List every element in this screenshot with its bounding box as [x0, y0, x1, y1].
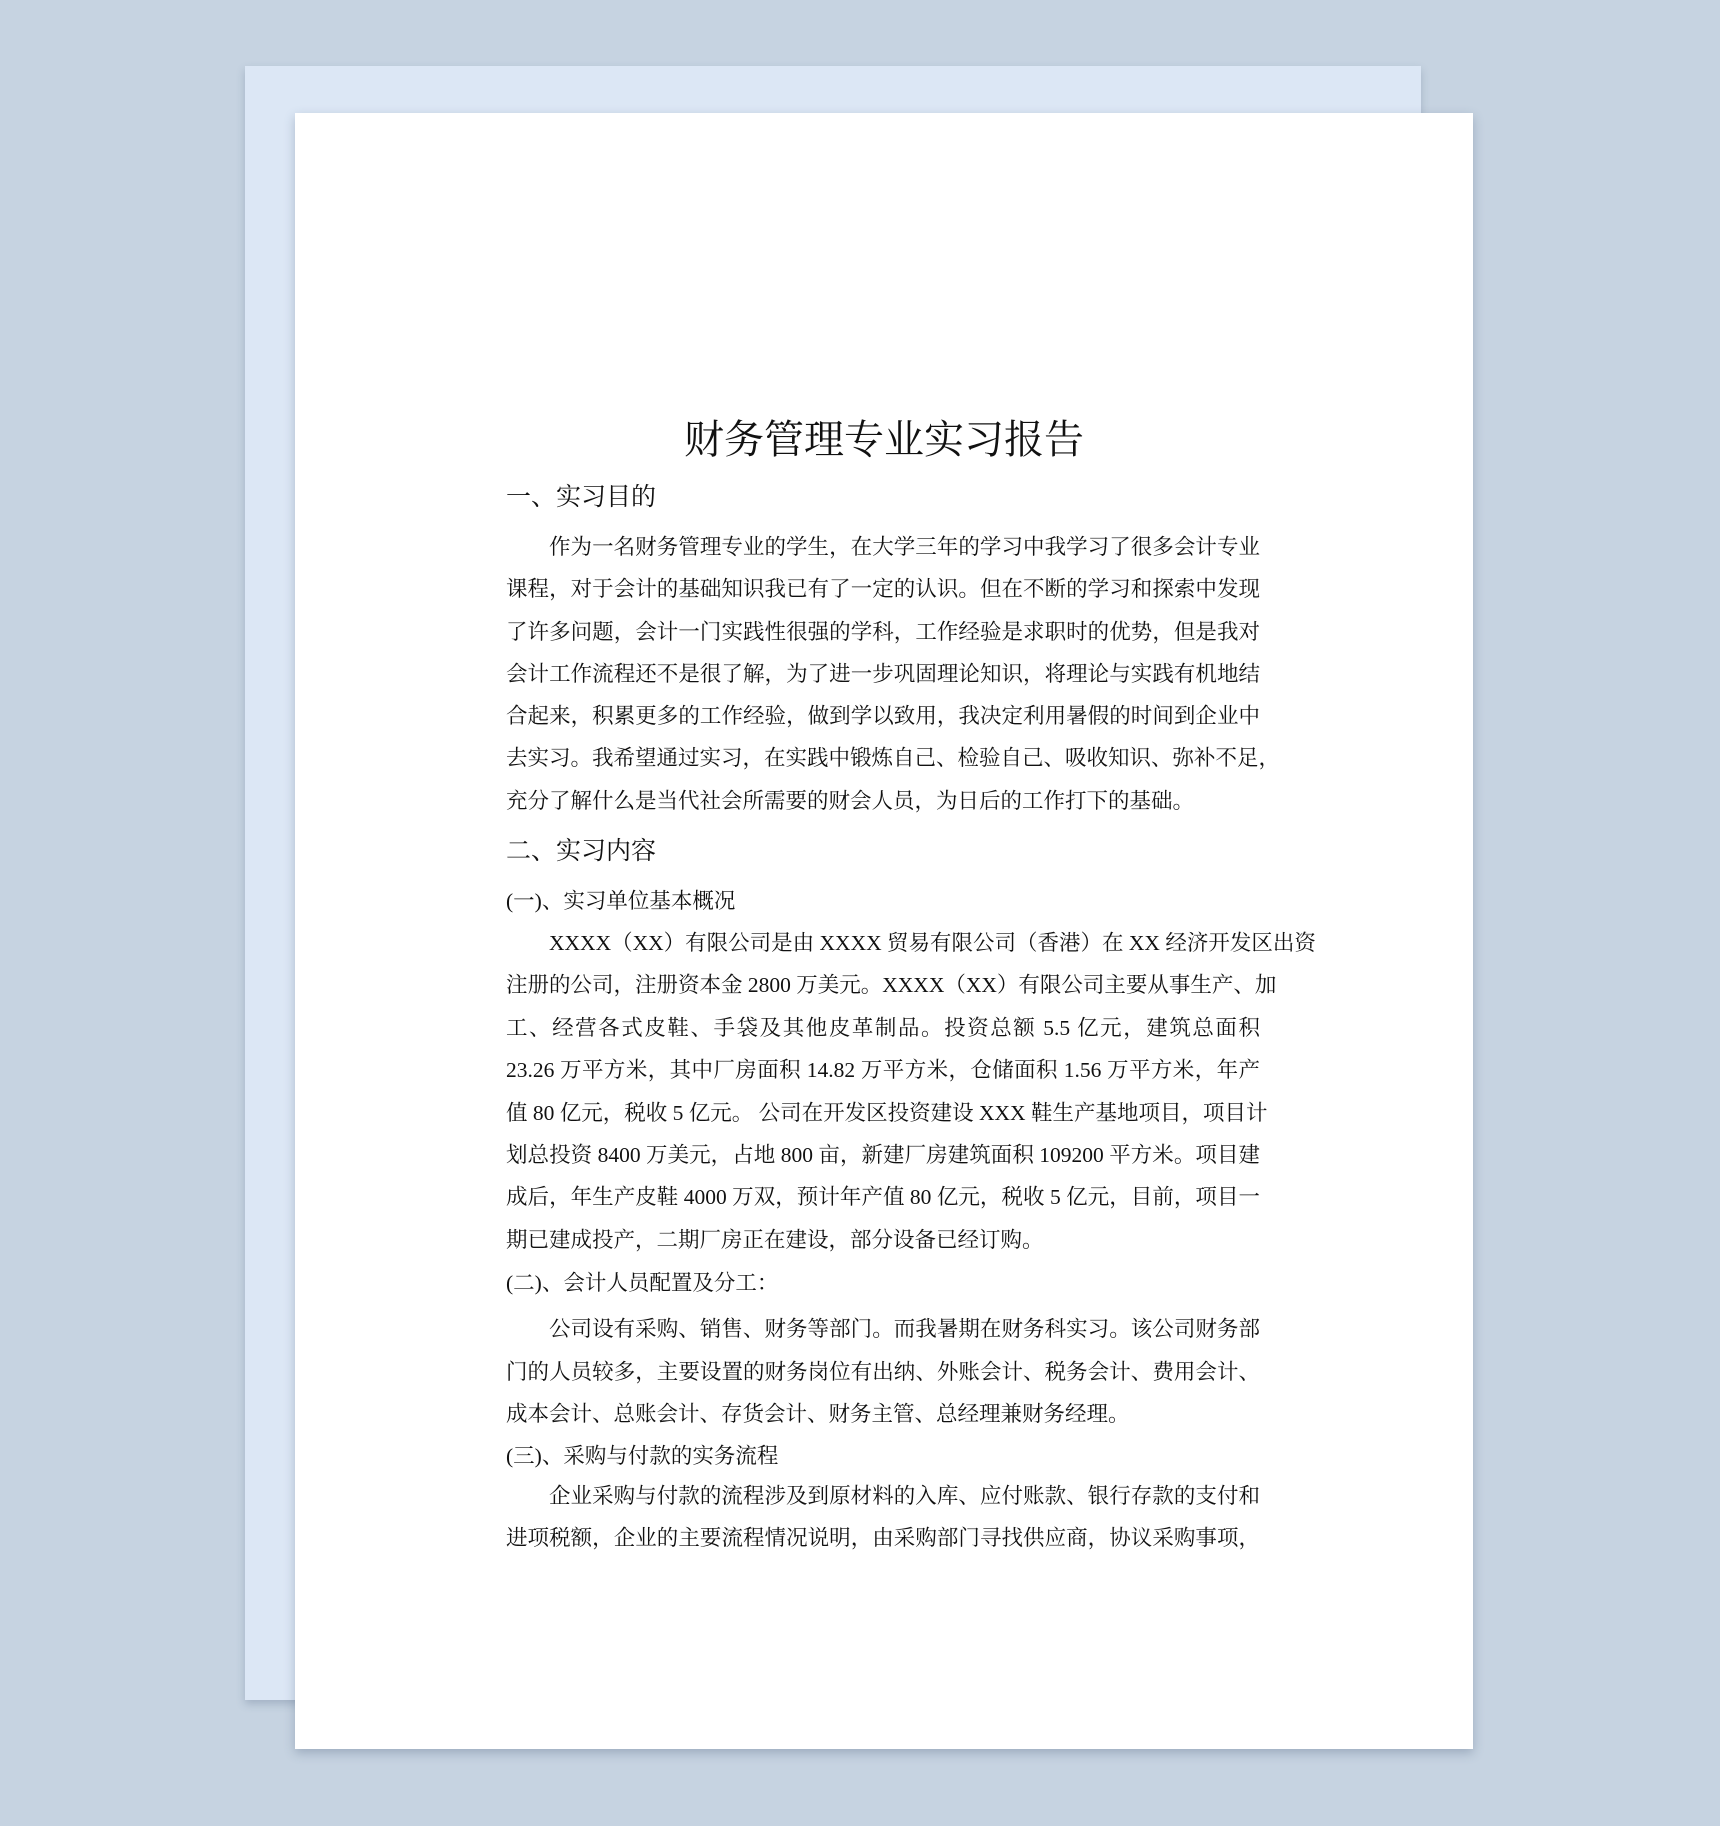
- paragraph-line: 23.26 万平方米，其中厂房面积 14.82 万平方米，仓储面积 1.56 万平方米，年产: [506, 1058, 1260, 1082]
- document-page: [295, 113, 1473, 1749]
- paragraph-line: 进项税额，企业的主要流程情况说明，由采购部门寻找供应商，协议采购事项，: [506, 1526, 1260, 1550]
- section-heading: 一、实习目的: [506, 484, 657, 511]
- paragraph-line: 作为一名财务管理专业的学生，在大学三年的学习中我学习了很多会计专业: [549, 535, 1260, 559]
- paragraph-line: 值 80 亿元，税收 5 亿元。 公司在开发区投资建设 XXX 鞋生产基地项目，项目计: [506, 1101, 1268, 1125]
- paragraph-line: 课程，对于会计的基础知识我已有了一定的认识。但在不断的学习和探索中发现: [506, 577, 1260, 601]
- document-title: 财务管理专业实习报告: [684, 417, 1084, 462]
- paragraph-line: 去实习。我希望通过实习，在实践中锻炼自己、检验自己、吸收知识、弥补不足，: [506, 746, 1281, 770]
- subsection-heading: (二)、会计人员配置及分工：: [506, 1271, 779, 1295]
- subsection-heading: (三)、采购与付款的实务流程: [506, 1444, 779, 1468]
- paragraph-line: 公司设有采购、销售、财务等部门。而我暑期在财务科实习。该公司财务部: [549, 1317, 1260, 1341]
- subsection-heading: (一)、实习单位基本概况: [506, 889, 736, 913]
- paragraph-line: 会计工作流程还不是很了解，为了进一步巩固理论知识，将理论与实践有机地结: [506, 662, 1260, 686]
- paragraph-line: 充分了解什么是当代社会所需要的财会人员，为日后的工作打下的基础。: [506, 789, 1195, 813]
- paragraph-line: 门的人员较多，主要设置的财务岗位有出纳、外账会计、税务会计、费用会计、: [506, 1360, 1260, 1384]
- paragraph-line: 了许多问题，会计一门实践性很强的学科，工作经验是求职时的优势，但是我对: [506, 620, 1260, 644]
- paragraph-line: 注册的公司，注册资本金 2800 万美元。XXXX（XX）有限公司主要从事生产、加: [506, 973, 1277, 997]
- paragraph-line: 工、经营各式皮鞋、手袋及其他皮革制品。投资总额 5.5 亿元，建筑总面积: [506, 1016, 1260, 1040]
- paragraph-line: 成后，年生产皮鞋 4000 万双，预计年产值 80 亿元，税收 5 亿元，目前，项目一: [506, 1185, 1260, 1209]
- paragraph-line: 成本会计、总账会计、存货会计、财务主管、总经理兼财务经理。: [506, 1402, 1130, 1426]
- paragraph-line: 划总投资 8400 万美元，占地 800 亩，新建厂房建筑面积 109200 平方米。项目建: [506, 1143, 1260, 1167]
- section-heading: 二、实习内容: [506, 838, 657, 865]
- paragraph-line: 期已建成投产，二期厂房正在建设，部分设备已经订购。: [506, 1228, 1044, 1252]
- paragraph-line: 企业采购与付款的流程涉及到原材料的入库、应付账款、银行存款的支付和: [549, 1484, 1260, 1508]
- paragraph-line: XXXX（XX）有限公司是由 XXXX 贸易有限公司（香港）在 XX 经济开发区出资: [549, 931, 1316, 955]
- paragraph-line: 合起来，积累更多的工作经验，做到学以致用，我决定利用暑假的时间到企业中: [506, 704, 1260, 728]
